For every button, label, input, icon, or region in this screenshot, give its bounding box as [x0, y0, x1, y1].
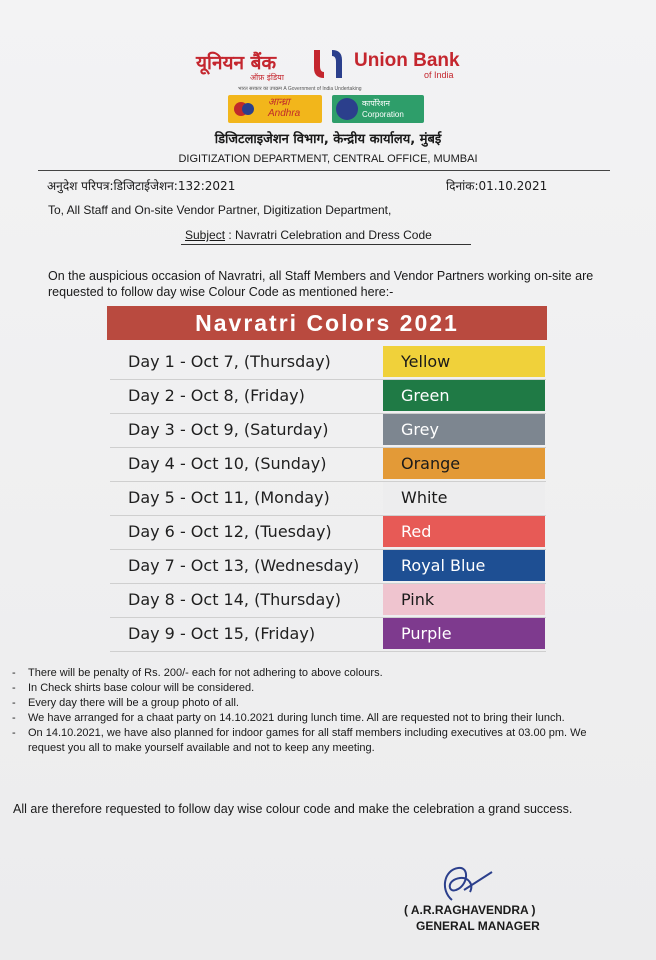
colors-table: [110, 346, 546, 652]
table-row: [110, 448, 546, 482]
note-item: - There will be penalty of Rs. 200/- each for not adhering to above colours.: [12, 666, 612, 681]
color-name: Orange: [401, 454, 461, 473]
subject-label: Subject: [185, 228, 226, 242]
table-row: [110, 346, 546, 380]
table-title: Navratri Colors 2021: [107, 306, 547, 340]
andhra-logo-text: आन्ध्रा Andhra: [268, 97, 301, 119]
subject-line: [185, 228, 432, 242]
color-name: Pink: [401, 590, 435, 609]
header-divider: [38, 170, 610, 171]
table-row: [110, 380, 546, 414]
color-name: Grey: [401, 420, 439, 439]
signatory-title: GENERAL MANAGER: [416, 919, 540, 933]
table-row: [110, 516, 546, 550]
table-row: [110, 584, 546, 618]
day-label: Day 6 - Oct 12, (Tuesday): [128, 522, 332, 541]
department-hindi: डिजिटलाइजेशन विभाग, केन्द्रीय कार्यालय, मुंबई: [214, 132, 442, 147]
brand-hindi: यूनियन बैंक: [196, 52, 277, 74]
intro-paragraph: On the auspicious occasion of Navratri, all Staff Members and Vendor Partners working on-site are requested to follow day wise Colour Code as mentioned here:-: [48, 269, 594, 299]
note-item: - In Check shirts base colour will be considered.: [12, 681, 612, 696]
table-row: [110, 618, 546, 652]
circular-number: अनुदेश परिपत्र:डिजिटाईजेशन:132:2021: [47, 179, 236, 193]
addressee: To, All Staff and On-site Vendor Partner, Digitization Department,: [48, 203, 392, 217]
color-name: Red: [401, 522, 432, 541]
closing-paragraph: All are therefore requested to follow day wise colour code and make the celebration a grand success.: [13, 802, 573, 816]
corporation-emblem-icon: [336, 98, 358, 120]
signatory-name: ( A.R.RAGHAVENDRA ): [404, 903, 536, 917]
notes-list: [12, 666, 612, 756]
color-name: Green: [401, 386, 450, 405]
circular-date: दिनांक:01.10.2021: [446, 179, 548, 193]
day-label: Day 7 - Oct 13, (Wednesday): [128, 556, 360, 575]
day-label: Day 9 - Oct 15, (Friday): [128, 624, 316, 643]
table-row: [110, 550, 546, 584]
subject-text: : Navratri Celebration and Dress Code: [225, 228, 432, 242]
department-english: DIGITIZATION DEPARTMENT, CENTRAL OFFICE, MUMBAI: [178, 153, 478, 165]
day-label: Day 3 - Oct 9, (Saturday): [128, 420, 329, 439]
day-label: Day 2 - Oct 8, (Friday): [128, 386, 305, 405]
day-label: Day 5 - Oct 11, (Monday): [128, 488, 330, 507]
color-name: Purple: [401, 624, 452, 643]
note-item: - Every day there will be a group photo of all.: [12, 696, 612, 711]
color-name: White: [401, 488, 448, 507]
color-name: Royal Blue: [401, 556, 486, 575]
day-label: Day 1 - Oct 7, (Thursday): [128, 352, 331, 371]
brand-hindi-sub: ऑफ़ इंडिया: [250, 73, 284, 82]
note-item: - We have arranged for a chaat party on 14.10.2021 during lunch time. All are requested not to bring their lunch.: [12, 711, 612, 726]
note-item: - On 14.10.2021, we have also planned for indoor games for all staff members including executives at 03.00 pm. We request you all to make yourself available and not to keep any meeting.: [12, 726, 612, 756]
brand-english-sub: of India: [424, 70, 454, 80]
union-bank-logo-icon: [308, 46, 348, 82]
corporation-logo-text: कार्पोरेशन Corporation: [362, 99, 404, 119]
tagline: भारत सरकार का उपक्रम A Government of India Undertaking: [238, 86, 362, 92]
day-label: Day 4 - Oct 10, (Sunday): [128, 454, 327, 473]
color-name: Yellow: [401, 352, 451, 371]
subject-box-underline: [181, 244, 471, 245]
table-row: [110, 482, 546, 516]
day-label: Day 8 - Oct 14, (Thursday): [128, 590, 341, 609]
brand-english: Union Bank: [354, 50, 460, 71]
table-row: [110, 414, 546, 448]
andhra-emblem-icon: [232, 99, 256, 119]
